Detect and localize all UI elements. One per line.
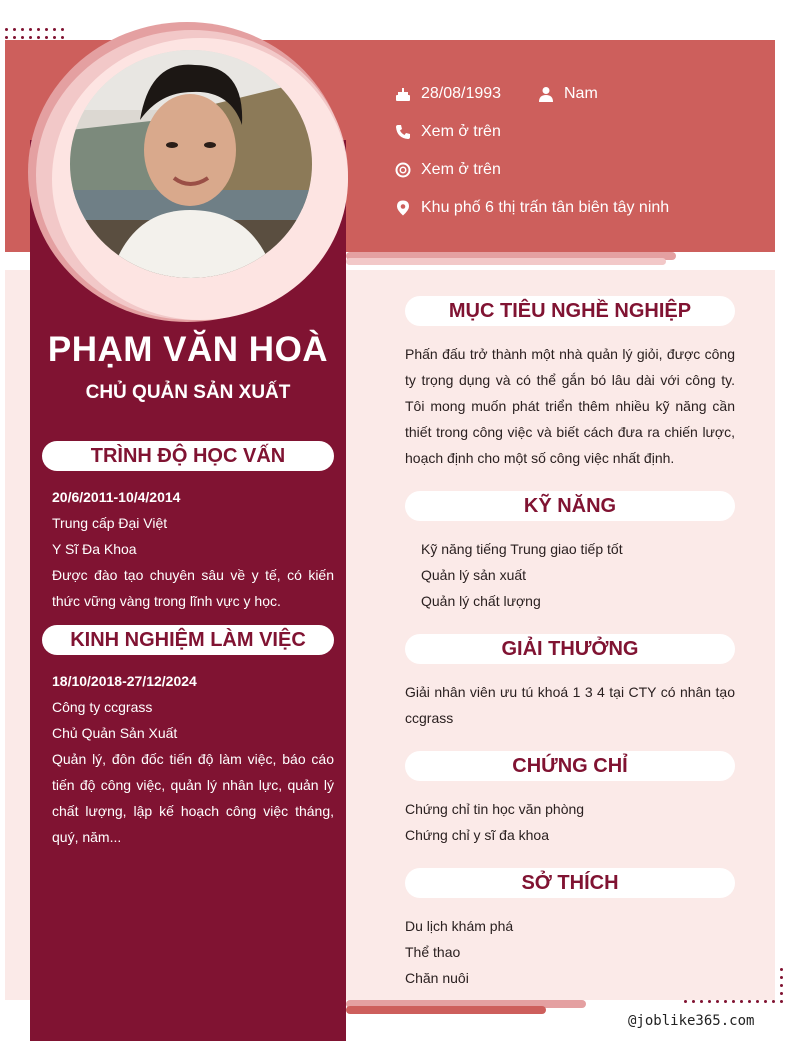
education-school: Trung cấp Đại Việt (52, 515, 168, 531)
decorative-dot (692, 1000, 695, 1003)
decorative-dot (61, 36, 64, 39)
job-title: CHỦ QUẢN SẢN XUẤT (85, 382, 291, 403)
decorative-dot (45, 28, 48, 31)
avatar (70, 50, 312, 278)
list-item: Quản lý sản xuất (421, 567, 527, 583)
experience-company: Công ty ccgrass (52, 699, 153, 715)
education-description: Được đào tạo chuyên sâu về y tế, có kiến thức vững vàng trong lĩnh vực y học. (52, 567, 334, 609)
decorative-dot (732, 1000, 735, 1003)
list-item: Kỹ năng tiếng Trung giao tiếp tốt (421, 541, 623, 557)
decorative-bar (346, 258, 666, 265)
address-row (395, 199, 669, 217)
list-item: Du lịch khám phá (405, 918, 514, 934)
birthday-row (395, 85, 501, 103)
certificates-heading: CHỨNG CHỈ (405, 751, 735, 781)
decorative-dot (748, 1000, 751, 1003)
decorative-dot (772, 1000, 775, 1003)
decorative-dot (780, 984, 783, 987)
decorative-dot (21, 36, 24, 39)
decorative-dot (684, 1000, 687, 1003)
decorative-dot (29, 28, 32, 31)
phone-icon (395, 124, 411, 140)
decorative-dot (53, 36, 56, 39)
birthday-value: 28/08/1993 (421, 85, 502, 102)
decorative-dot (21, 28, 24, 31)
list-item: Quản lý chất lượng (421, 593, 541, 609)
list-item: Chăn nuôi (405, 970, 469, 986)
experience-date: 18/10/2018-27/12/2024 (52, 673, 197, 689)
hobbies-heading: SỞ THÍCH (405, 868, 735, 898)
experience-section (52, 668, 334, 850)
decorative-dot (780, 992, 783, 995)
location-pin-icon (395, 200, 411, 216)
list-item: Chứng chỉ tin học văn phòng (405, 801, 585, 817)
person-icon (538, 86, 554, 102)
education-section (52, 484, 334, 614)
skills-heading: KỸ NĂNG (405, 491, 735, 521)
phone-row (395, 123, 501, 141)
decorative-dot (37, 28, 40, 31)
education-date: 20/6/2011-10/4/2014 (52, 489, 181, 505)
list-item: Thể thao (405, 944, 461, 960)
decorative-dot (708, 1000, 711, 1003)
decorative-dot (700, 1000, 703, 1003)
decorative-dot (13, 36, 16, 39)
email-value: Xem ở trên (421, 161, 501, 178)
phone-value: Xem ở trên (421, 123, 501, 140)
objective-text: Phấn đấu trở thành một nhà quản lý giỏi, được công ty trọng dụng và có thể gắn bó lâu dài với công ty. Tôi mong muốn phát triển thêm nhiều kỹ năng cần thiết trong công việc và biết cách đưa ra chiến lược, hoạch định cho một số công việc nhất định. (405, 346, 735, 466)
education-major: Y Sĩ Đa Khoa (52, 541, 137, 557)
birthday-cake-icon (395, 86, 411, 102)
objective-heading: MỤC TIÊU NGHỀ NGHIỆP (405, 296, 735, 326)
decorative-bar (346, 1006, 546, 1014)
decorative-dot (13, 28, 16, 31)
decorative-dot (740, 1000, 743, 1003)
gender-value: Nam (564, 85, 598, 102)
experience-position: Chủ Quản Sản Xuất (52, 725, 178, 741)
skills-list (421, 536, 735, 614)
decorative-dot (37, 36, 40, 39)
hobbies-list (405, 913, 735, 991)
decorative-dot (764, 1000, 767, 1003)
decorative-dot (5, 28, 8, 31)
certificates-list (405, 796, 735, 848)
decorative-dot (780, 976, 783, 979)
awards-text: Giải nhân viên ưu tú khoá 1 3 4 tại CTY có nhân tạo ccgrass (405, 684, 735, 726)
candidate-name: PHẠM VĂN HOÀ (47, 330, 329, 369)
watermark: @joblike365.com (628, 1013, 755, 1029)
decorative-dot (61, 28, 64, 31)
email-row (395, 161, 501, 179)
decorative-dot (53, 28, 56, 31)
experience-heading: KINH NGHIỆM LÀM VIỆC (42, 625, 334, 655)
decorative-dot (724, 1000, 727, 1003)
decorative-dot (29, 36, 32, 39)
at-sign-icon (395, 162, 411, 178)
decorative-dot (756, 1000, 759, 1003)
list-item: Chứng chỉ y sĩ đa khoa (405, 827, 550, 843)
decorative-dot (780, 968, 783, 971)
address-value: Khu phố 6 thị trấn tân biên tây ninh (421, 199, 670, 216)
decorative-dot (716, 1000, 719, 1003)
gender-row (538, 85, 598, 103)
decorative-dot (45, 36, 48, 39)
decorative-dot (780, 1000, 783, 1003)
education-heading: TRÌNH ĐỘ HỌC VẤN (42, 441, 334, 471)
decorative-dot (5, 36, 8, 39)
experience-description: Quản lý, đôn đốc tiến độ làm việc, báo cáo tiến độ công việc, quản lý nhân lực, quản lý chất lượng, lập kế hoạch công việc tháng, quý, năm... (52, 751, 334, 845)
awards-heading: GIẢI THƯỞNG (405, 634, 735, 664)
